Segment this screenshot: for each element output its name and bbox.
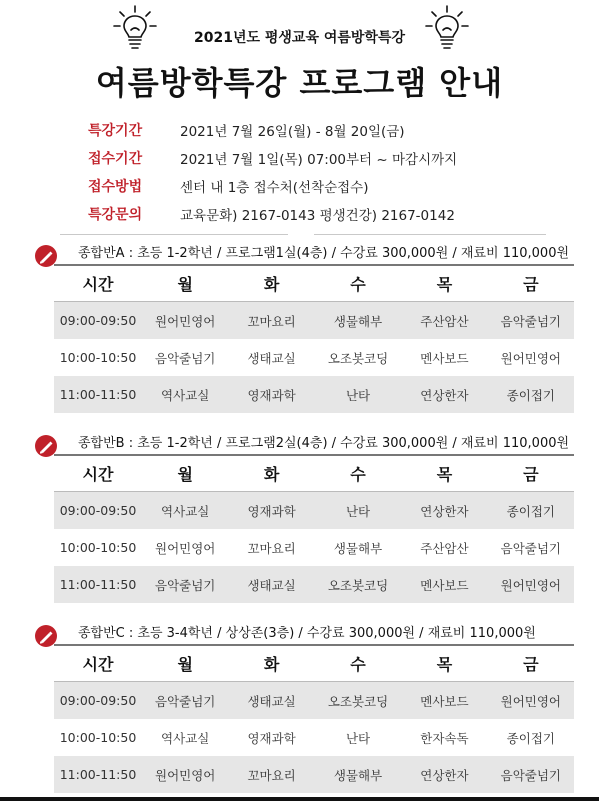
page-title: 여름방학특강 프로그램 안내: [95, 64, 504, 102]
course-cell: 난타: [345, 503, 371, 519]
course-cell: 음악줄넘기: [500, 313, 562, 329]
divider: [60, 234, 288, 235]
time-cell: 09:00-09:50: [59, 313, 137, 328]
info-value: 교육문화) 2167-0143 평생건강) 2167-0142: [180, 208, 455, 224]
table-row: [54, 302, 574, 339]
course-cell: 원어민영어: [500, 693, 562, 709]
column-header: 목: [436, 275, 453, 294]
info-label: 특강문의: [88, 207, 143, 223]
class-section: [38, 236, 574, 403]
course-cell: 오조봇코딩: [327, 350, 389, 366]
column-header: 수: [350, 655, 366, 674]
column-header: 월: [177, 465, 193, 484]
time-cell: 11:00-11:50: [59, 387, 137, 402]
column-header: 수: [350, 275, 366, 294]
course-cell: 난타: [345, 730, 371, 746]
course-cell: 종이접기: [506, 387, 555, 403]
bottom-border: [0, 797, 599, 801]
table-header-row: [54, 456, 574, 492]
course-cell: 생태교실: [247, 693, 296, 709]
course-cell: 연상한자: [420, 503, 469, 519]
info-value: 2021년 7월 26일(월) - 8월 20일(금): [180, 124, 405, 140]
time-cell: 09:00-09:50: [59, 693, 137, 708]
divider: [314, 234, 546, 235]
course-cell: 음악줄넘기: [155, 577, 216, 593]
table-row: [54, 566, 574, 603]
table-row: [54, 719, 574, 756]
column-header: 월: [177, 275, 193, 294]
info-value: 2021년 7월 1일(목) 07:00부터 ~ 마감시까지: [180, 152, 458, 168]
lightbulb-icon: [424, 4, 470, 54]
course-cell: 꼬마요리: [247, 313, 296, 329]
column-header: 금: [523, 465, 539, 484]
table-row: [54, 756, 574, 793]
course-cell: 원어민영어: [500, 577, 562, 593]
column-header: 월: [177, 655, 193, 674]
course-cell: 주산암산: [420, 313, 469, 329]
course-cell: 종이접기: [506, 730, 555, 746]
time-cell: 09:00-09:50: [59, 503, 137, 518]
table-row: [54, 376, 574, 413]
table-row: [54, 492, 574, 529]
course-cell: 생물해부: [333, 540, 383, 556]
course-cell: 주산암산: [420, 540, 469, 556]
class-title: 종합반B : 초등 1-2학년 / 프로그램2실(4층) / 수강료 300,000원 / 재료비 110,000원: [78, 436, 570, 451]
course-cell: 연상한자: [420, 767, 469, 783]
course-cell: 생물해부: [333, 313, 383, 329]
info-row-method: [88, 172, 457, 200]
schedule-table: [54, 456, 574, 603]
course-cell: 역사교실: [161, 387, 210, 403]
course-cell: 생태교실: [247, 350, 296, 366]
program-info: [88, 116, 457, 228]
column-header: 금: [523, 655, 539, 674]
column-header: 화: [263, 275, 280, 294]
class-section-header: [38, 236, 574, 266]
course-cell: 원어민영어: [155, 540, 216, 556]
column-header: 금: [523, 275, 539, 294]
course-cell: 생태교실: [247, 577, 296, 593]
info-row-period: [88, 116, 457, 144]
class-section-header: [38, 616, 574, 646]
course-cell: 역사교실: [161, 503, 210, 519]
course-cell: 오조봇코딩: [327, 693, 389, 709]
course-cell: 난타: [345, 387, 371, 403]
column-header: 화: [263, 465, 280, 484]
class-title: 종합반C : 초등 3-4학년 / 상상존(3층) / 수강료 300,000원 / 재료비 110,000원: [78, 626, 536, 641]
time-cell: 10:00-10:50: [59, 730, 137, 745]
course-cell: 영재과학: [247, 387, 296, 403]
column-header: 목: [436, 655, 453, 674]
course-cell: 연상한자: [420, 387, 469, 403]
column-header: 목: [436, 465, 453, 484]
course-cell: 오조봇코딩: [327, 577, 389, 593]
info-label: 특강기간: [88, 123, 143, 139]
header-subtitle: 2021년도 평생교육 여름방학특강: [193, 30, 405, 46]
course-cell: 종이접기: [506, 503, 555, 519]
column-header: 시간: [82, 465, 114, 484]
time-cell: 11:00-11:50: [59, 577, 137, 592]
class-title: 종합반A : 초등 1-2학년 / 프로그램1실(4층) / 수강료 300,000원 / 재료비 110,000원: [78, 246, 570, 261]
info-label: 접수방법: [88, 179, 143, 195]
table-row: [54, 339, 574, 376]
schedule-table: [54, 646, 574, 793]
course-cell: 멘사보드: [420, 350, 469, 366]
column-header: 시간: [82, 275, 114, 294]
course-cell: 역사교실: [161, 730, 210, 746]
column-header: 시간: [82, 655, 114, 674]
course-cell: 멘사보드: [420, 577, 469, 593]
info-value: 센터 내 1층 접수처(선착순접수): [180, 180, 369, 196]
course-cell: 음악줄넘기: [155, 350, 216, 366]
table-header-row: [54, 646, 574, 682]
time-cell: 11:00-11:50: [59, 767, 137, 782]
table-row: [54, 682, 574, 719]
course-cell: 원어민영어: [155, 767, 216, 783]
course-cell: 원어민영어: [155, 313, 216, 329]
info-label: 접수기간: [88, 151, 143, 167]
course-cell: 영재과학: [247, 503, 296, 519]
course-cell: 생물해부: [333, 767, 383, 783]
course-cell: 한자속독: [420, 730, 469, 746]
info-row-registration: [88, 144, 457, 172]
table-header-row: [54, 266, 574, 302]
course-cell: 음악줄넘기: [500, 540, 562, 556]
class-section-header: [38, 426, 574, 456]
table-row: [54, 529, 574, 566]
class-section: [38, 616, 574, 783]
time-cell: 10:00-10:50: [59, 350, 137, 365]
course-cell: 원어민영어: [500, 350, 562, 366]
course-cell: 영재과학: [247, 730, 296, 746]
time-cell: 10:00-10:50: [59, 540, 137, 555]
info-row-inquiry: [88, 200, 457, 228]
class-section: [38, 426, 574, 593]
course-cell: 음악줄넘기: [155, 693, 216, 709]
course-cell: 꼬마요리: [247, 540, 296, 556]
course-cell: 멘사보드: [420, 693, 469, 709]
column-header: 화: [263, 655, 280, 674]
schedule-table: [54, 266, 574, 413]
course-cell: 꼬마요리: [247, 767, 296, 783]
column-header: 수: [350, 465, 366, 484]
course-cell: 음악줄넘기: [500, 767, 562, 783]
